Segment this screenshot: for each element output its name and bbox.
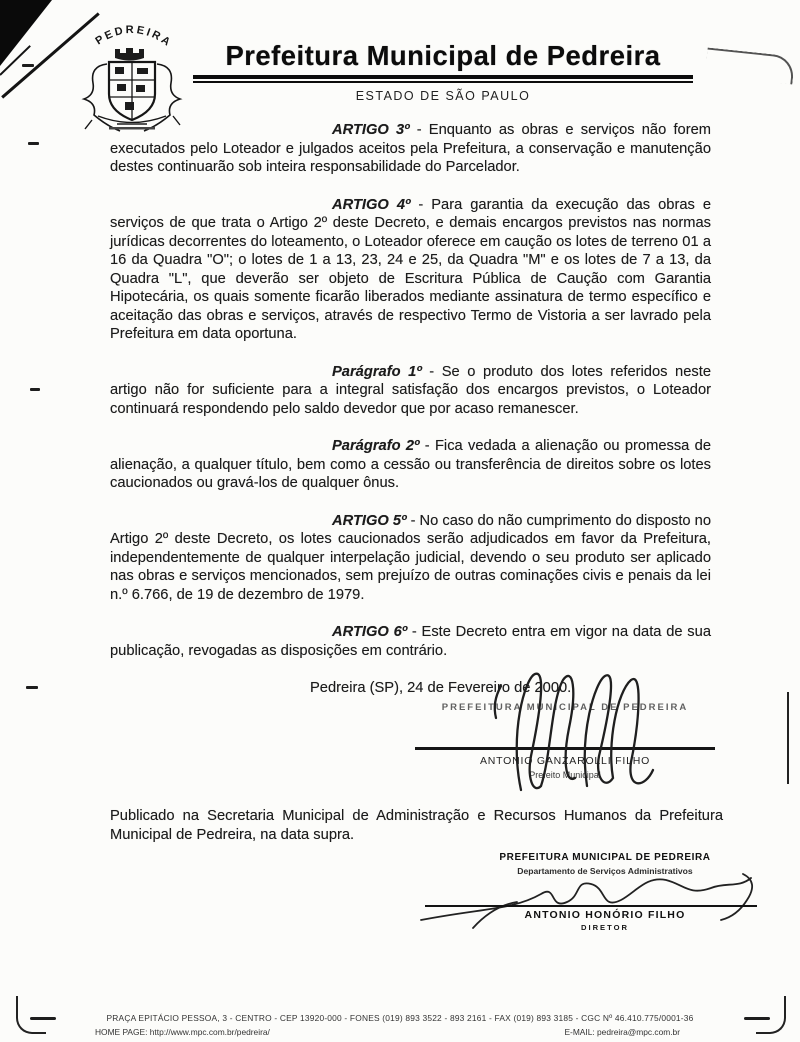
scan-edge-line-artifact xyxy=(787,692,789,784)
footer-address-line: PRAÇA EPITÁCIO PESSOA, 3 - CENTRO - CEP 13920-000 - FONES (019) 893 3522 - 893 2161 - FAX (019) 893 3185 - CGC Nº 46.410.775/0001-36 xyxy=(106,1013,694,1023)
signature-block-mayor xyxy=(415,702,715,780)
article-label: ARTIGO 4º xyxy=(332,196,411,213)
article-text: - Se o produto dos lotes referidos neste artigo não for suficiente para a integral satisfação dos encargos previstos, o Loteador continuará respondendo pelo saldo devedor que por acaso remanescer. xyxy=(110,363,711,417)
paragraph-paragrafo-2 xyxy=(110,437,711,493)
article-label: Parágrafo 2º xyxy=(332,438,420,454)
title-rule-thin xyxy=(193,81,693,83)
article-label: Parágrafo 1º xyxy=(332,363,422,380)
signer-role: DIRETOR xyxy=(580,923,630,932)
stamp-text: PREFEITURA MUNICIPAL DE PEDREIRA xyxy=(441,702,689,713)
paragraph-artigo-5 xyxy=(110,512,711,605)
scan-curve-artifact xyxy=(705,47,795,84)
article-text: - Fica vedada a alienação ou promessa de alienação, a qualquer título, bem como a cessão ou transferência de direitos sobre os lotes caucionados ou gravá-los de qualquer ônus. xyxy=(110,438,711,491)
signature-rule xyxy=(425,905,757,907)
state-subtitle: ESTADO DE SÃO PAULO xyxy=(355,89,531,103)
article-label: ARTIGO 6º xyxy=(332,624,408,640)
footer-dash xyxy=(30,1017,56,1020)
page-corner-fold-artifact xyxy=(0,0,52,66)
paragraph-artigo-6 xyxy=(110,623,711,660)
title-rule-thick xyxy=(193,75,693,79)
paragraph-artigo-4 xyxy=(110,196,711,344)
paragraph-paragrafo-1 xyxy=(110,363,711,419)
margin-mark-artifact xyxy=(30,388,40,391)
article-label: ARTIGO 3º xyxy=(332,122,410,138)
decree-body xyxy=(110,121,711,717)
footer-email: E-MAIL: pedreira@mpc.com.br xyxy=(564,1027,680,1037)
article-text: - Este Decreto entra em vigor na data de sua publicação, revogadas as disposições em contrário. xyxy=(110,624,711,659)
article-text: - No caso do não cumprimento do disposto no Artigo 2º deste Decreto, os lotes caucionados serão adjudicados em favor da Prefeitura, independentemente de qualquer interpelação judicial, devendo o seu produto ser aplicado nas obras e serviços mencionados, sem prejuízo de outras cominações civis e penais da lei n.º 6.766, de 19 de dezembro de 1979. xyxy=(110,512,712,603)
signature-rule xyxy=(415,747,715,750)
signer-name: ANTONIO HONÓRIO FILHO xyxy=(524,909,686,921)
page-title: Prefeitura Municipal de Pedreira xyxy=(225,40,661,71)
svg-text:PEDREIRA xyxy=(93,24,174,50)
stamp-text: PREFEITURA MUNICIPAL DE PEDREIRA xyxy=(499,852,711,863)
footer-homepage: HOME PAGE: http://www.mpc.com.br/pedreira/ xyxy=(95,1027,270,1037)
publication-note: Publicado na Secretaria Municipal de Administração e Recursos Humanos da Prefeitura Municipal de Pedreira, na data supra. xyxy=(110,807,723,844)
coat-of-arms xyxy=(72,12,192,134)
article-text: - Para garantia da execução das obras e serviços de que trata o Artigo 2º deste Decreto, e demais encargos previstos nas normas jurídicas decorrentes do loteamento, o Loteador oferece em caução os lotes de terreno 01 a 16 da Quadra "O"; o lotes de 1 a 13, 23, 24 e 25, da Quadra "M" e os lotes de 7 a 13, da Quadra "L", que deverão ser objeto de Escritura Pública de Caução com Garantia Hipotecária, os quais somente ficarão liberados mediante assinatura de termo específico e aceitação das obras e serviços, através de respectivo Termo de Vistoria a ser lavrado pela Prefeitura em data oportuna. xyxy=(110,196,711,342)
margin-mark-artifact xyxy=(22,64,34,67)
stamp-department-text: Departamento de Serviços Administrativos xyxy=(517,866,693,876)
letterhead xyxy=(193,40,693,103)
signer-role: Prefeito Municipal xyxy=(529,769,601,780)
footer-dash xyxy=(744,1017,770,1020)
signature-block-director xyxy=(455,852,755,952)
article-text: - Enquanto as obras e serviços não forem executados pelo Loteador e julgados aceitos pela Prefeitura, a conservação e manutenção destes continuarão sob inteira responsabilidade do Parcelador. xyxy=(110,122,711,175)
margin-mark-artifact xyxy=(26,686,38,689)
paragraph-artigo-3 xyxy=(110,121,711,177)
dateline: Pedreira (SP), 24 de Fevereiro de 2000. xyxy=(310,680,572,696)
margin-mark-artifact xyxy=(28,142,39,145)
letterhead-footer xyxy=(0,1013,800,1037)
signer-name: ANTONIO GANZAROLLI FILHO xyxy=(479,754,651,767)
article-label: ARTIGO 5º xyxy=(332,512,407,529)
crest-text: PEDREIRA xyxy=(93,23,175,50)
